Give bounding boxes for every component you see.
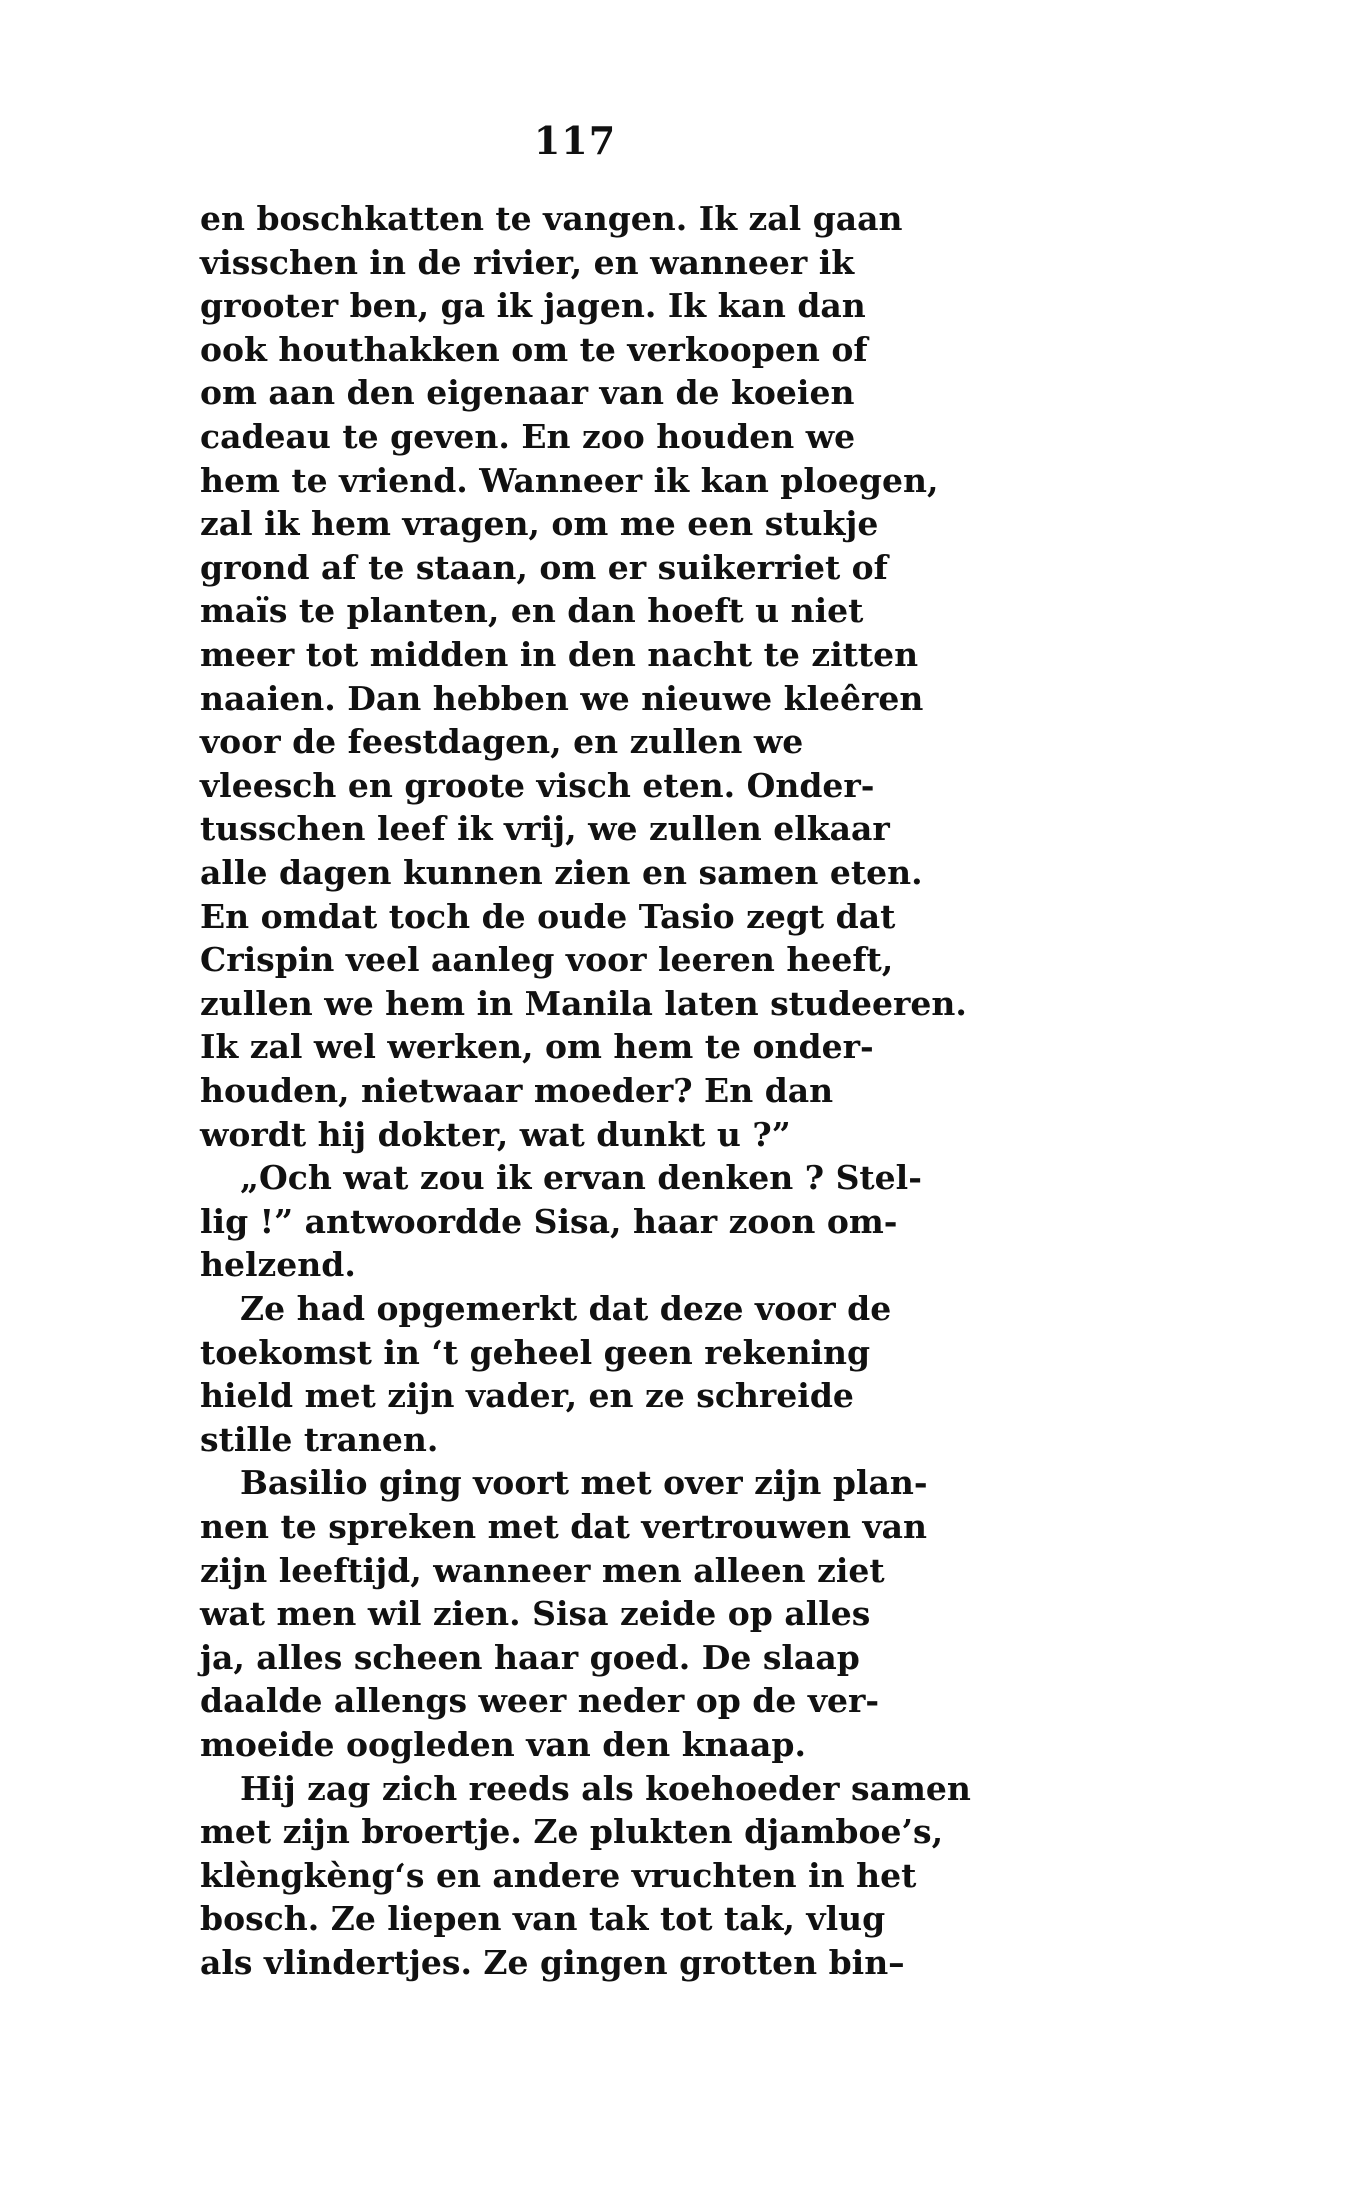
text-line: en boschkatten te vangen. Ik zal gaan (200, 199, 903, 238)
text-line: grooter ben, ga ik jagen. Ik kan dan (200, 286, 866, 326)
text-line: nen te spreken met dat vertrouwen van (200, 1507, 928, 1546)
text-line: Ze had opgemerkt dat deze voor de (240, 1289, 892, 1328)
page-number: 117 (533, 118, 617, 163)
text-line: Hij zag zich reeds als koehoeder samen (240, 1768, 971, 1808)
text-line: lig !” antwoordde Sisa, haar zoon om- (200, 1201, 898, 1241)
text-line: meer tot midden in den nacht te zitten (200, 635, 919, 674)
text-line: Crispin veel aanleg voor leeren heeft, (200, 940, 894, 980)
text-line: Ik zal wel werken, om hem te onder- (200, 1027, 874, 1067)
text-line: ja, alles scheen haar goed. De slaap (200, 1637, 860, 1677)
text-line: wordt hij dokter, wat dunkt u ?” (200, 1114, 791, 1154)
text-line: naaien. Dan hebben we nieuwe kleêren (200, 678, 924, 718)
text-line: met zijn broertje. Ze plukten djamboe’s, (200, 1812, 944, 1852)
text-line: voor de feestdagen, en zullen we (200, 722, 804, 762)
text-line: wat men wil zien. Sisa zeide op alles (200, 1594, 871, 1634)
text-line: Basilio ging voort met over zijn plan- (240, 1463, 928, 1503)
text-line: alle dagen kunnen zien en samen eten. (200, 853, 923, 892)
text-line: maïs te planten, en dan hoeft u niet (200, 591, 864, 631)
text-line: moeide oogleden van den knaap. (200, 1725, 806, 1764)
text-line: vleesch en groote visch eten. Onder- (200, 765, 875, 805)
text-line: En omdat toch de oude Tasio zegt dat (200, 896, 896, 936)
text-line: om aan den eigenaar van de koeien (200, 373, 855, 413)
text-line: zullen we hem in Manila laten studeeren. (200, 983, 967, 1023)
text-line: visschen in de rivier, en wanneer ik (200, 242, 855, 282)
text-line: houden, nietwaar moeder? En dan (200, 1071, 834, 1110)
text-line: grond af te staan, om er suikerriet of (200, 547, 888, 587)
text-line: klèngkèng‘s en andere vruchten in het (200, 1855, 917, 1895)
text-line: „Och wat zou ik ervan denken ? Stel- (240, 1158, 922, 1198)
text-line: cadeau te geven. En zoo houden we (200, 417, 856, 456)
text-line: bosch. Ze liepen van tak tot tak, vlug (200, 1899, 886, 1939)
text-line: zal ik hem vragen, om me een stukje (200, 504, 879, 544)
text-line: zijn leeftijd, wanneer men alleen ziet (200, 1550, 885, 1590)
text-line: tusschen leef ik vrij, we zullen elkaar (200, 809, 890, 849)
text-line: hem te vriend. Wanneer ik kan ploegen, (200, 460, 939, 500)
text-line: daalde allengs weer neder op de ver- (200, 1681, 880, 1721)
text-line: helzend. (200, 1245, 356, 1285)
text-line: stille tranen. (200, 1419, 439, 1459)
text-line: ook houthakken om te verkoopen of (200, 329, 868, 369)
text-line: als vlindertjes. Ze gingen grotten bin– (200, 1943, 905, 1982)
text-line: toekomst in ‘t geheel geen rekening (200, 1332, 871, 1372)
text-line: hield met zijn vader, en ze schreide (200, 1376, 854, 1416)
